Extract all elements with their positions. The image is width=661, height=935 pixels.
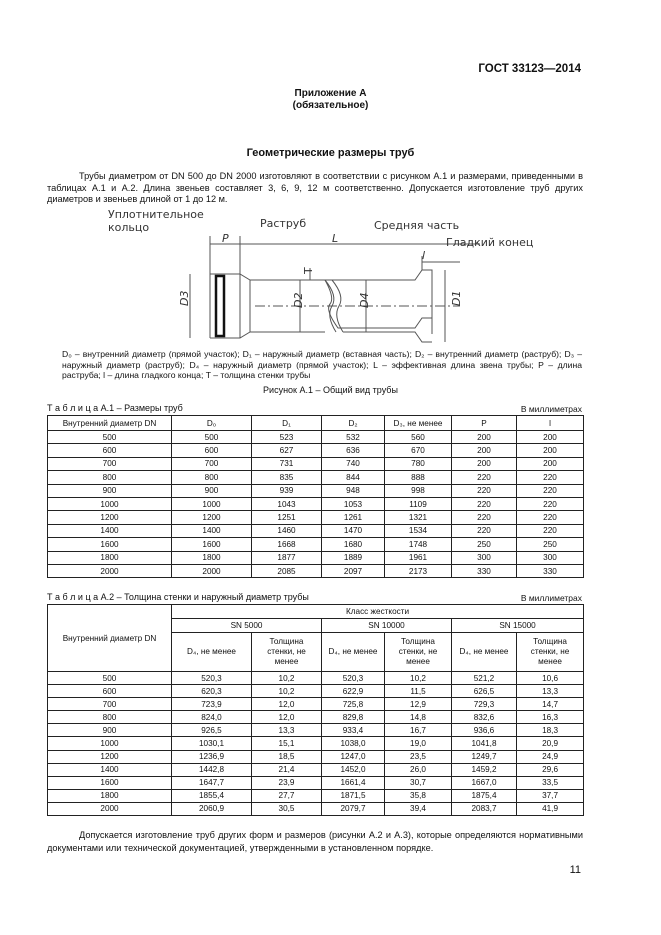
- value-cell: 1043: [252, 497, 322, 510]
- label-D2: D2: [292, 292, 305, 308]
- value-cell: 220: [452, 524, 517, 537]
- value-cell: 1400: [172, 524, 252, 537]
- value-cell: 1961: [385, 551, 452, 564]
- value-cell: 330: [517, 564, 584, 577]
- footer-paragraph: Допускается изготовление труб других форм и размеров (рисунки А.2 и А.3), которые определяются нормативными документами или технической документацией, утвержденными в установленном порядке.: [47, 830, 583, 853]
- value-cell: 220: [517, 471, 584, 484]
- value-cell: 33,5: [517, 776, 584, 789]
- value-cell: 1534: [385, 524, 452, 537]
- value-cell: 220: [452, 497, 517, 510]
- value-cell: 15,1: [252, 737, 322, 750]
- value-cell: 21,4: [252, 763, 322, 776]
- value-cell: 200: [517, 444, 584, 457]
- table1-header: P: [452, 416, 517, 431]
- dn-cell: 700: [48, 457, 172, 470]
- value-cell: 829,8: [322, 711, 385, 724]
- value-cell: 1470: [322, 524, 385, 537]
- value-cell: 29,6: [517, 763, 584, 776]
- table1-row: [48, 497, 584, 510]
- dn-cell: 1800: [48, 789, 172, 802]
- pipe-bottom-outline: [210, 274, 432, 328]
- value-cell: 1668: [252, 538, 322, 551]
- label-D1: D1: [450, 290, 463, 306]
- dn-cell: 1600: [48, 776, 172, 789]
- dn-cell: 1400: [48, 763, 172, 776]
- value-cell: 520,3: [172, 672, 252, 685]
- value-cell: 1459,2: [452, 763, 517, 776]
- value-cell: 220: [452, 471, 517, 484]
- value-cell: 220: [517, 511, 584, 524]
- value-cell: 11,5: [385, 685, 452, 698]
- dn-cell: 900: [48, 484, 172, 497]
- standard-number: ГОСТ 33123—2014: [478, 63, 581, 75]
- dn-cell: 900: [48, 724, 172, 737]
- dn-cell: 1200: [48, 750, 172, 763]
- value-cell: 1442,8: [172, 763, 252, 776]
- value-cell: 729,3: [452, 698, 517, 711]
- value-cell: 1109: [385, 497, 452, 510]
- value-cell: 670: [385, 444, 452, 457]
- table1-row: [48, 431, 584, 444]
- value-cell: 2097: [322, 564, 385, 577]
- value-cell: 1889: [322, 551, 385, 564]
- table1-units: В миллиметрах: [520, 404, 582, 414]
- value-cell: 12,0: [252, 711, 322, 724]
- value-cell: 740: [322, 457, 385, 470]
- dn-cell: 1200: [48, 511, 172, 524]
- table1-row: [48, 484, 584, 497]
- table2-row: [48, 737, 584, 750]
- value-cell: 13,3: [252, 724, 322, 737]
- value-cell: 200: [452, 457, 517, 470]
- value-cell: 200: [452, 431, 517, 444]
- value-cell: 532: [322, 431, 385, 444]
- table2-row: [48, 724, 584, 737]
- value-cell: 300: [517, 551, 584, 564]
- label-l: l: [422, 249, 426, 262]
- appendix-title: Приложение А: [294, 88, 367, 99]
- dn-cell: 1800: [48, 551, 172, 564]
- value-cell: 200: [517, 457, 584, 470]
- value-cell: 27,7: [252, 789, 322, 802]
- value-cell: 13,3: [517, 685, 584, 698]
- value-cell: 300: [452, 551, 517, 564]
- value-cell: 18,5: [252, 750, 322, 763]
- table2-subheader: Толщина стенки, не менее: [252, 633, 322, 672]
- value-cell: 500: [172, 431, 252, 444]
- label-spigot: Гладкий конец: [446, 236, 534, 249]
- page-number: 11: [569, 864, 581, 876]
- dn-cell: 500: [48, 672, 172, 685]
- table2-subheader: D₄, не менее: [172, 633, 252, 672]
- value-cell: 1041,8: [452, 737, 517, 750]
- table2-row: [48, 698, 584, 711]
- value-cell: 2085: [252, 564, 322, 577]
- table1-row: [48, 471, 584, 484]
- dn-cell: 600: [48, 685, 172, 698]
- table2-class: SN 5000: [172, 619, 322, 633]
- value-cell: 900: [172, 484, 252, 497]
- value-cell: 16,3: [517, 711, 584, 724]
- value-cell: 835: [252, 471, 322, 484]
- seal-ring: [216, 276, 224, 336]
- value-cell: 220: [517, 497, 584, 510]
- table2-caption: Т а б л и ц а А.2 – Толщина стенки и наружный диаметр трубы: [47, 592, 309, 602]
- label-middle-part: Средняя часть: [374, 219, 460, 232]
- value-cell: 1200: [172, 511, 252, 524]
- table-wall-thickness: [47, 604, 584, 816]
- dn-cell: 1400: [48, 524, 172, 537]
- dn-cell: 2000: [48, 802, 172, 815]
- table1-header-row: [48, 416, 584, 431]
- value-cell: 1877: [252, 551, 322, 564]
- value-cell: 220: [517, 484, 584, 497]
- table1-row: [48, 524, 584, 537]
- value-cell: 10,2: [385, 672, 452, 685]
- value-cell: 23,9: [252, 776, 322, 789]
- value-cell: 1460: [252, 524, 322, 537]
- value-cell: 1236,9: [172, 750, 252, 763]
- value-cell: 626,5: [452, 685, 517, 698]
- table2-row: [48, 685, 584, 698]
- value-cell: 620,3: [172, 685, 252, 698]
- value-cell: 780: [385, 457, 452, 470]
- value-cell: 14,7: [517, 698, 584, 711]
- table2-row: [48, 750, 584, 763]
- value-cell: 723,9: [172, 698, 252, 711]
- value-cell: 824,0: [172, 711, 252, 724]
- value-cell: 1038,0: [322, 737, 385, 750]
- table2-header-row: [48, 605, 584, 619]
- dn-cell: 2000: [48, 564, 172, 577]
- dn-cell: 1600: [48, 538, 172, 551]
- value-cell: 2083,7: [452, 802, 517, 815]
- dn-cell: 1000: [48, 737, 172, 750]
- appendix-status: (обязательное): [292, 100, 369, 111]
- dn-cell: 800: [48, 711, 172, 724]
- value-cell: 20,9: [517, 737, 584, 750]
- value-cell: 26,0: [385, 763, 452, 776]
- value-cell: 250: [517, 538, 584, 551]
- label-D3: D3: [178, 290, 191, 306]
- table2-row: [48, 789, 584, 802]
- value-cell: 220: [452, 511, 517, 524]
- value-cell: 12,9: [385, 698, 452, 711]
- value-cell: 12,0: [252, 698, 322, 711]
- dn-cell: 700: [48, 698, 172, 711]
- table2-subheader: D₄, не менее: [322, 633, 385, 672]
- table1-row: [48, 564, 584, 577]
- value-cell: 220: [517, 524, 584, 537]
- value-cell: 1000: [172, 497, 252, 510]
- value-cell: 1249,7: [452, 750, 517, 763]
- value-cell: 1321: [385, 511, 452, 524]
- table1-header: D₁: [252, 416, 322, 431]
- value-cell: 2060,9: [172, 802, 252, 815]
- value-cell: 622,9: [322, 685, 385, 698]
- table2-row: [48, 672, 584, 685]
- table2-subheader: Толщина стенки, не менее: [517, 633, 584, 672]
- value-cell: 1247,0: [322, 750, 385, 763]
- table1-row: [48, 444, 584, 457]
- table1-caption: Т а б л и ц а А.1 – Размеры труб: [47, 403, 183, 413]
- value-cell: 933,4: [322, 724, 385, 737]
- table-pipe-dimensions: [47, 415, 584, 578]
- value-cell: 725,8: [322, 698, 385, 711]
- table1-header: D₀: [172, 416, 252, 431]
- table2-row: [48, 776, 584, 789]
- value-cell: 520,3: [322, 672, 385, 685]
- value-cell: 16,7: [385, 724, 452, 737]
- value-cell: 948: [322, 484, 385, 497]
- value-cell: 10,2: [252, 685, 322, 698]
- table1-row: [48, 511, 584, 524]
- value-cell: 1871,5: [322, 789, 385, 802]
- table1-row: [48, 551, 584, 564]
- value-cell: 10,2: [252, 672, 322, 685]
- value-cell: 35,8: [385, 789, 452, 802]
- table1-header: Внутренний диаметр DN: [48, 416, 172, 431]
- value-cell: 2000: [172, 564, 252, 577]
- value-cell: 1261: [322, 511, 385, 524]
- appendix-heading: [0, 88, 661, 112]
- intro-paragraph: Трубы диаметром от DN 500 до DN 2000 изготовляют в соответствии с рисунком А.1 и размерами, приведенными в таблицах А.1 и А.2. Длина звеньев составляет 3, 6, 9, 12 м соответственно. Допускается изготовление труб других диаметров и звеньев длиной от 1 до 12 м.: [47, 171, 583, 204]
- value-cell: 1875,4: [452, 789, 517, 802]
- value-cell: 37,7: [517, 789, 584, 802]
- value-cell: 1748: [385, 538, 452, 551]
- label-P: P: [222, 232, 229, 245]
- table2-class-header: Класс жесткости: [172, 605, 584, 619]
- label-seal-ring: Уплотнительное: [108, 208, 204, 221]
- value-cell: 23,5: [385, 750, 452, 763]
- dn-cell: 800: [48, 471, 172, 484]
- table1-header: l: [517, 416, 584, 431]
- dn-cell: 500: [48, 431, 172, 444]
- value-cell: 1667,0: [452, 776, 517, 789]
- value-cell: 1053: [322, 497, 385, 510]
- value-cell: 523: [252, 431, 322, 444]
- table2-subheader: D₄, не менее: [452, 633, 517, 672]
- value-cell: 330: [452, 564, 517, 577]
- value-cell: 844: [322, 471, 385, 484]
- value-cell: 627: [252, 444, 322, 457]
- value-cell: 1251: [252, 511, 322, 524]
- value-cell: 19,0: [385, 737, 452, 750]
- value-cell: 2079,7: [322, 802, 385, 815]
- table2-row: [48, 763, 584, 776]
- value-cell: 1452,0: [322, 763, 385, 776]
- value-cell: 936,6: [452, 724, 517, 737]
- value-cell: 600: [172, 444, 252, 457]
- value-cell: 220: [452, 484, 517, 497]
- table1-header: D₃, не менее: [385, 416, 452, 431]
- value-cell: 800: [172, 471, 252, 484]
- table2-units: В миллиметрах: [520, 593, 582, 603]
- value-cell: 10,6: [517, 672, 584, 685]
- dn-cell: 1000: [48, 497, 172, 510]
- value-cell: 1855,4: [172, 789, 252, 802]
- figure-legend: D₀ – внутренний диаметр (прямой участок); D₁ – наружный диаметр (вставная часть); D₂ – внутренний диаметр (раструб); D₃ – наружный диаметр (раструб); D₄ – наружный диаметр (прямой участок); L – эффективная длина звена трубы; P – длина раструба; l – длина гладкого конца; T – толщина стенки трубы: [62, 349, 582, 381]
- value-cell: 200: [517, 431, 584, 444]
- value-cell: 560: [385, 431, 452, 444]
- pipe-drawing: [108, 206, 534, 348]
- value-cell: 14,8: [385, 711, 452, 724]
- value-cell: 636: [322, 444, 385, 457]
- table2-dn-header: Внутренний диаметр DN: [48, 605, 172, 672]
- table1-header: D₂: [322, 416, 385, 431]
- value-cell: 832,6: [452, 711, 517, 724]
- pipe-bottom-edge: [210, 332, 325, 338]
- value-cell: 1680: [322, 538, 385, 551]
- label-L: L: [332, 232, 339, 245]
- value-cell: 939: [252, 484, 322, 497]
- value-cell: 1661,4: [322, 776, 385, 789]
- value-cell: 998: [385, 484, 452, 497]
- value-cell: 1030,1: [172, 737, 252, 750]
- table1-row: [48, 538, 584, 551]
- label-D4: D4: [358, 292, 371, 308]
- value-cell: 41,9: [517, 802, 584, 815]
- label-seal-ring-2: кольцо: [108, 221, 150, 234]
- value-cell: 30,7: [385, 776, 452, 789]
- table2-subheader: Толщина стенки, не менее: [385, 633, 452, 672]
- table2-row: [48, 711, 584, 724]
- label-socket: Раструб: [260, 217, 307, 230]
- value-cell: 1647,7: [172, 776, 252, 789]
- value-cell: 250: [452, 538, 517, 551]
- value-cell: 2173: [385, 564, 452, 577]
- value-cell: 18,3: [517, 724, 584, 737]
- value-cell: 30,5: [252, 802, 322, 815]
- value-cell: 39,4: [385, 802, 452, 815]
- table2-class: SN 10000: [322, 619, 452, 633]
- table2-row: [48, 802, 584, 815]
- label-T: T: [302, 267, 315, 274]
- table1-row: [48, 457, 584, 470]
- value-cell: 24,9: [517, 750, 584, 763]
- value-cell: 731: [252, 457, 322, 470]
- value-cell: 1600: [172, 538, 252, 551]
- dn-cell: 600: [48, 444, 172, 457]
- value-cell: 1800: [172, 551, 252, 564]
- value-cell: 521,2: [452, 672, 517, 685]
- value-cell: 888: [385, 471, 452, 484]
- section-title: Геометрические размеры труб: [246, 147, 415, 159]
- value-cell: 200: [452, 444, 517, 457]
- figure-caption: Рисунок А.1 – Общий вид трубы: [263, 385, 398, 395]
- value-cell: 700: [172, 457, 252, 470]
- table2-class: SN 15000: [452, 619, 584, 633]
- value-cell: 926,5: [172, 724, 252, 737]
